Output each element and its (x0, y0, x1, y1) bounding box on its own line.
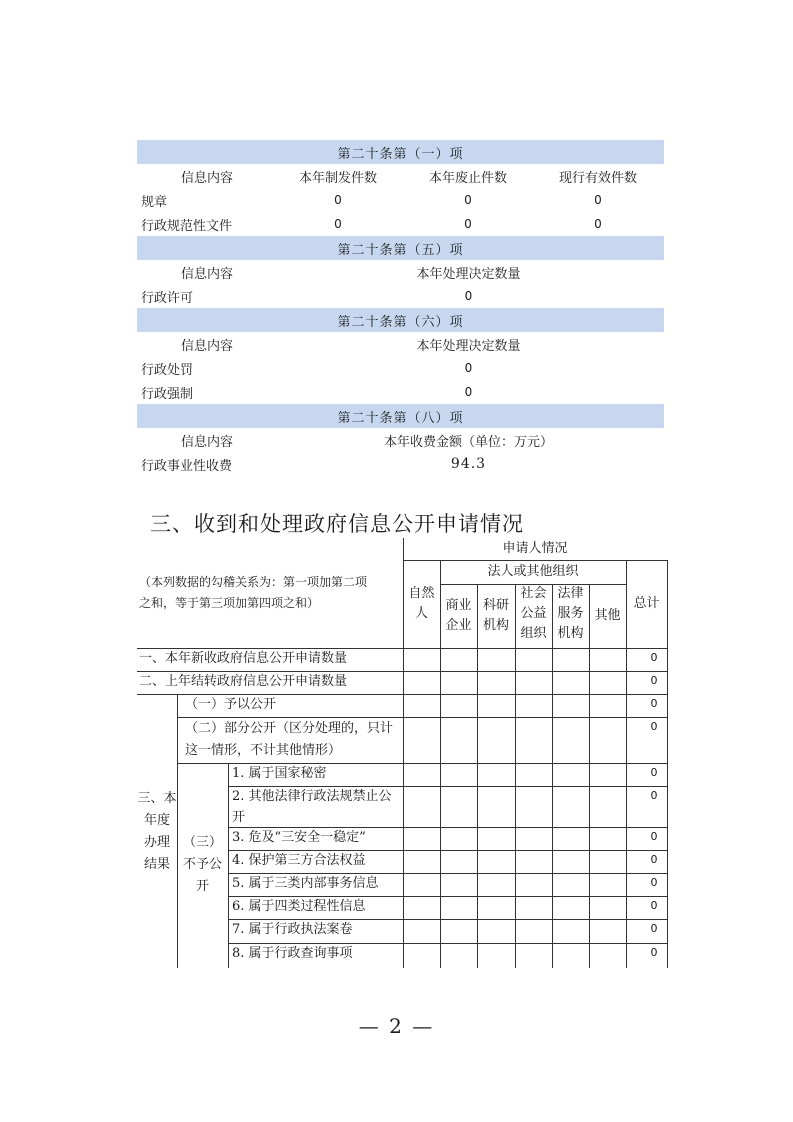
col-natural-person (403, 584, 440, 624)
cell-value: 0 (334, 217, 342, 231)
reason-item: 1. 属于国家秘密 (232, 766, 327, 781)
header-line: 自然 (408, 586, 435, 601)
legal-entity-header: 法人或其他组织 (487, 564, 579, 579)
reason-item: 8. 属于行政查询事项 (232, 946, 353, 961)
cell-value: 0 (464, 193, 472, 207)
reason-item: 4. 保护第三方合法权益 (232, 853, 366, 868)
col-other: 其他 (594, 608, 621, 623)
row-label: 规章 (141, 194, 168, 210)
application-table (137, 538, 667, 968)
header-line: 科研 (482, 598, 509, 613)
column-header: 信息内容 (180, 338, 233, 354)
applicant-header: 申请人情况 (502, 541, 568, 556)
section-heading: 三、收到和处理政府信息公开申请情况 (150, 512, 524, 536)
col-social-org (515, 584, 552, 644)
page-number: — 2 — (358, 1014, 435, 1038)
label-line: 2. 其他法律行政法规禁止公 (232, 789, 392, 804)
header-row (137, 164, 664, 188)
section-header: 第二十条第（一）项 (137, 140, 664, 164)
row-label: 行政事业性收费 (141, 458, 233, 474)
reason-item: 5. 属于三类内部事务信息 (232, 876, 379, 891)
row-not-open (177, 832, 228, 898)
label-line: （二）部分公开（区分处理的，只计 (185, 721, 394, 736)
label-line: 三、本 (137, 791, 177, 806)
total-cell: 0 (650, 922, 658, 935)
reason-item (232, 786, 403, 828)
total-cell: 0 (650, 720, 658, 733)
note-text (139, 572, 401, 614)
header-line: 公益 (520, 606, 547, 621)
row-partial-open (185, 718, 403, 762)
row-new-requests: 一、本年新收政府信息公开申请数量 (139, 651, 348, 666)
table-row (137, 452, 664, 476)
disclosure-summary-table (137, 140, 664, 476)
header-line: 法律 (557, 586, 584, 601)
col-research (477, 596, 515, 636)
cell-value: 0 (594, 217, 602, 231)
header-row (137, 428, 664, 452)
header-row (137, 260, 664, 284)
col-business (440, 596, 477, 636)
reason-item: 3. 危及“三安全一稳定” (232, 830, 366, 845)
column-header: 现行有效件数 (558, 170, 637, 186)
reason-item: 6. 属于四类过程性信息 (232, 899, 366, 914)
section-header: 第二十条第（六）项 (137, 308, 664, 332)
table-row (137, 188, 664, 212)
section-header: 第二十条第（五）项 (137, 236, 664, 260)
table-row (137, 356, 664, 380)
column-header: 信息内容 (180, 434, 233, 450)
row-open: （一）予以公开 (185, 697, 277, 712)
column-header: 本年处理决定数量 (416, 338, 521, 354)
total-cell: 0 (650, 789, 658, 802)
grid-line (228, 763, 229, 968)
column-header: 本年制发件数 (298, 170, 377, 186)
cell-value: 0 (464, 361, 473, 375)
row-carried-over: 二、上年结转政府信息公开申请数量 (139, 674, 348, 689)
header-line: 社会 (520, 586, 547, 601)
table-row (137, 380, 664, 404)
note-line: （本列数据的勾稽关系为：第一项加第二项 (139, 575, 368, 589)
label-line: 开 (195, 879, 209, 894)
grid-line (477, 584, 478, 968)
total-cell: 0 (650, 651, 658, 664)
label-line: 开 (232, 810, 246, 825)
cell-value: 0 (464, 289, 473, 303)
grid-line (589, 584, 590, 968)
cell-value: 94.3 (450, 456, 487, 472)
grid-line (667, 560, 668, 968)
header-line: 企业 (445, 618, 472, 633)
label-line: 结果 (143, 857, 170, 872)
result-label (137, 788, 177, 876)
column-header: 本年废止件数 (428, 170, 507, 186)
column-header: 本年处理决定数量 (416, 266, 521, 282)
grid-line (403, 560, 667, 561)
total-cell: 0 (650, 830, 658, 843)
header-line: 机构 (557, 626, 584, 641)
total-cell: 0 (650, 899, 658, 912)
grid-line (177, 694, 178, 968)
column-header: 信息内容 (180, 170, 233, 186)
header-line: 组织 (520, 626, 547, 641)
col-total: 总计 (633, 596, 660, 611)
cell-value: 0 (464, 217, 472, 231)
cell-value: 0 (594, 193, 602, 207)
row-label: 行政处罚 (141, 362, 194, 378)
label-line: （三） (182, 835, 222, 850)
table-row (137, 284, 664, 308)
total-cell: 0 (650, 766, 658, 779)
note-line: 之和，等于第三项加第四项之和） (139, 596, 320, 610)
row-label: 行政规范性文件 (141, 218, 233, 234)
label-line: 年度 (143, 813, 170, 828)
column-header: 本年收费金额（单位：万元） (383, 434, 553, 450)
header-line: 商业 (445, 598, 472, 613)
reason-item: 7. 属于行政执法案卷 (232, 922, 353, 937)
total-cell: 0 (650, 674, 658, 687)
cell-value: 0 (464, 385, 473, 399)
row-label: 行政许可 (141, 290, 194, 306)
header-line: 人 (414, 606, 428, 621)
label-line: 这一情形，不计其他情形） (185, 743, 342, 758)
total-cell: 0 (650, 697, 658, 710)
section-header: 第二十条第（八）项 (137, 404, 664, 428)
header-line: 机构 (482, 618, 509, 633)
header-line: 服务 (557, 606, 584, 621)
total-cell: 0 (650, 946, 658, 959)
col-legal-service (552, 584, 589, 644)
label-line: 不予公 (182, 857, 222, 872)
total-cell: 0 (650, 853, 658, 866)
label-line: 办理 (143, 835, 170, 850)
header-row (137, 332, 664, 356)
grid-line (626, 560, 627, 968)
column-header: 信息内容 (180, 266, 233, 282)
total-cell: 0 (650, 876, 658, 889)
cell-value: 0 (334, 193, 342, 207)
table-row (137, 212, 664, 236)
row-label: 行政强制 (141, 386, 194, 402)
